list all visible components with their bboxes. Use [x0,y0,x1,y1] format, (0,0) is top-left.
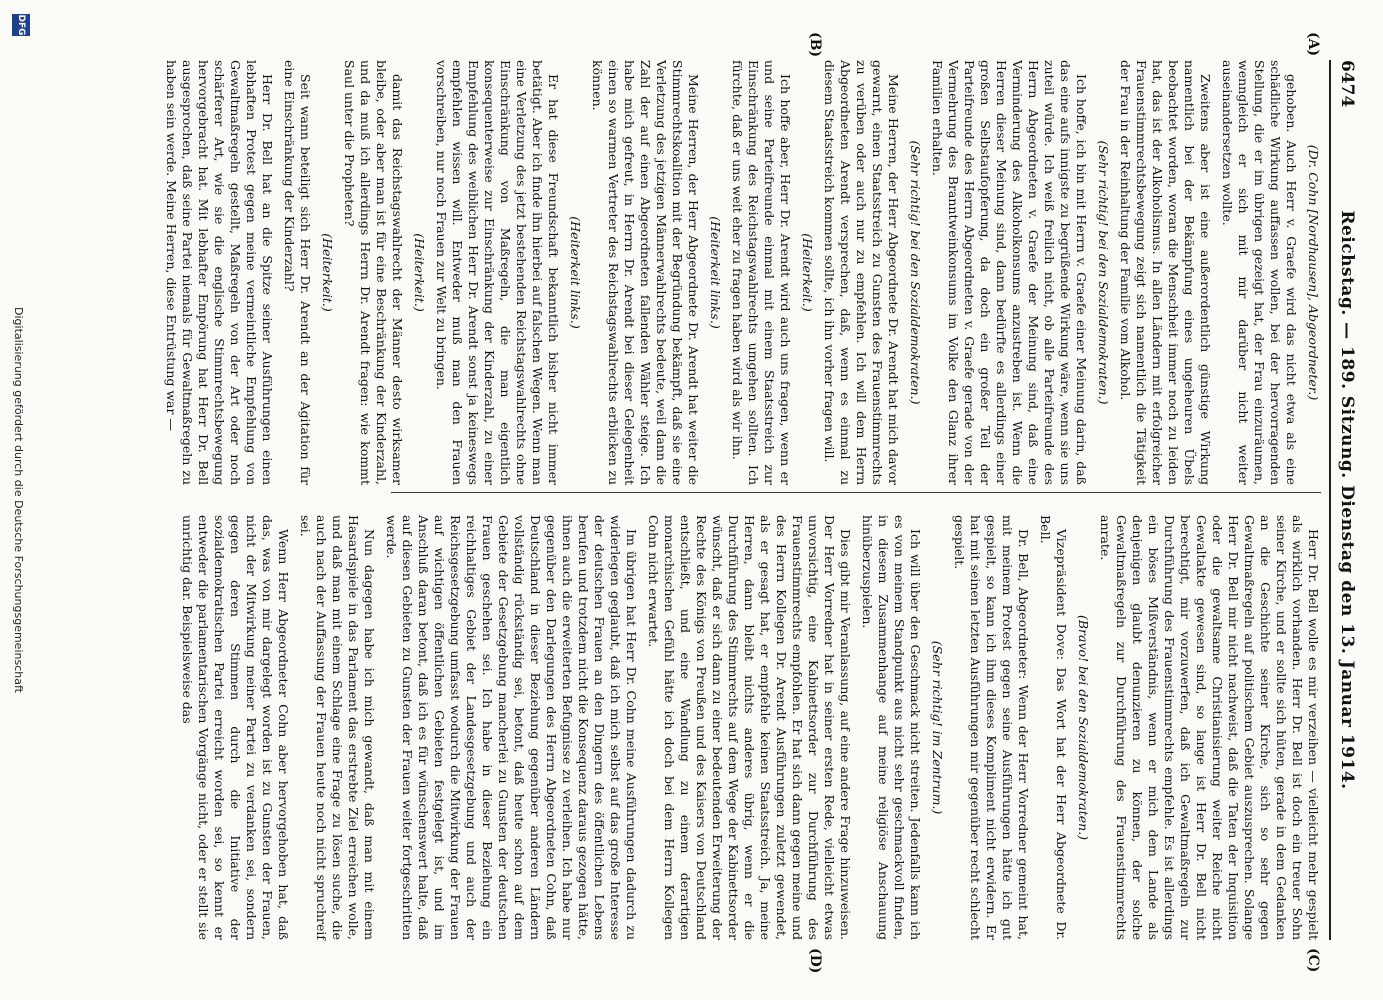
paragraph: (Heiterkeit links.) [568,216,583,329]
paragraph: Er hat diese Freundschaft bekanntlich bisher nicht immer betätigt. Aber ich finde ihn hierbei auf falschen Wegen. Wenn man eine Verletzung des jetzt bestehenden Reichstagswahlrechts ohne Einschränkung von Maßregeln, die man eigentlich konsequenterweise zur Einschränkung der Kinderzahl, zu einer Empfehlung des weiblichen Herr Dr. Arendt sonst ja keineswegs empfehlen wissen will. Entweder muß man den Frauen vorschreiben, nur noch Frauen zur Welt zu bringen. [434,60,561,485]
paragraph: Ich hoffe aber, Herr Dr. Arendt wird auch uns fragen, wenn er und seine Parteifreunde einmal mit einem Staatsstreich zur Einschränkung des Reichstagswahlrechts umgehen sollten. Ich fürchte, daß er uns weit eher zu fragen haben wird als wir ihn. [730,60,793,485]
paragraph: (Sehr richtig! im Zentrum.) [930,640,945,815]
paragraph: Ich will über den Geschmack nicht streiten. Jedenfalls kann ich es von meinem Standpunkt aus nicht sehr geschmackvoll finden, in diesem Zusammenhange auf meine religiöse Anschauung hinüberzuspielen. [860,515,923,940]
margin-mark-d: (D) [807,948,823,974]
paragraph: (Sehr richtig! bei den Sozialdemokraten.) [908,140,923,405]
page-title: Reichstag. — 189. Sitzung. Dienstag den 13. Januar 1914. [1337,210,1357,790]
margin-mark-c: (C) [1305,948,1321,973]
paragraph: Nun dagegen habe ich mich gewandt, daß man mit einem Hasardspiele in das Parlament das erstrebte Ziel erreichen wolle, und daß man mit einem Schlage eine Frage zu lösen suche, die auch nach der Auffassung der Frauen heute noch nicht spruchreif sei. [298,515,377,940]
paragraph: Vizepräsident Dove: Das Wort hat der Herr Abgeordnete Dr. Bell. [1038,515,1069,940]
paragraph: Seit wann beteiligt sich Herr Dr. Arendt an der Agitation für eine Einschränkung der Kinderzahl? [282,60,313,485]
paragraph: Zweitens aber ist eine außerordentlich günstige Wirkung namentlich bei der Bekämpfung eines ungeheuren Übels beobachtet worden, woran die Menschheit immer noch zu leiden hat, das ist der Alkoholismus. In allen Ländern mit erfolgreicher Frauenstimmrechtsbewegung zeigt sich namentlich die Tätigkeit der Frau in der Reinhaltung der Familie vom Alkohol. [1118,60,1213,485]
dfg-logo: DFG [12,14,30,36]
paragraph: damit das Reichstagswahlrecht der Männer desto wirksamer bleibe, oder aber man ist für eine Beschränkung der Kinderzahl, und da muß ich allerdings Herrn Dr. Arendt fragen: wie kommt Saul unter die Propheten? [342,60,405,485]
page-header [1329,60,1365,940]
column-divider [391,492,1321,493]
paragraph: (Heiterkeit.) [320,233,335,312]
paragraph: (Bravo! bei den Sozialdemokraten.) [1076,614,1091,841]
paragraph: (Heiterkeit.) [412,233,427,312]
paragraph: gehoben. Auch Herr v. Graefe wird das nicht etwa als eine schädliche Wirkung auffassen wollen, bei der hervorragenden Stellung, die er im übrigen gezeigt hat, der Frau einzuräumen, wenngleich er sich mit mir darüber nicht weiter auseinandersetzen wollte. [1220,60,1299,485]
paragraph: Wenn Herr Abgeordneter Cohn aber hervorgehoben hat, daß das, was von mir dargelegt worden ist zu Gunsten der Frauen, nicht der Mitwirkung meiner Partei zu verdanken sei, sondern gegen deren Stimmen durch die Initiative der sozialdemokratischen Partei erreicht worden sei, so kennt er entweder die parlamentarischen Vorgänge nicht, oder er stellt sie unrichtig dar. Beispielsweise das [180,515,291,940]
paragraph: Herr Dr. Bell hat an die Spitze seiner Ausführungen einen lebhaften Protest gegen meine vermeintliche Empfehlung von Gewaltmaßregeln gestellt, Maßregeln von der Art oder noch schärferer Art, wie sie die englische Stimmrechtsbewegung hervorgebracht hat. Mit lebhafter Empörung hat Herr Dr. Bell ausgesprochen, daß seine Partei niemals für Gewaltmaßregeln zu haben sein werde. Meine Herren, diese Entrüstung war — [164,60,275,485]
paragraph: Meine Herren, der Herr Abgeordnete Dr. Arendt hat mich davor gewarnt, einen Staatsstreich zu Gunsten des Frauenstimmrechts zu verüben oder auch nur zu empfehlen. Ich will dem Herrn Abgeordneten Arendt versprechen, daß, wenn es einmal zu diesem Staatsstreich kommen sollte, ich ihn vorher fragen will. [822,60,901,485]
paragraph: Ich hoffe, ich bin mit Herrn v. Graefe einer Meinung darin, daß das eine aufs innigste zu begrüßende Wirkung wäre, wenn sie uns zuteil würde. Ich weiß freilich nicht, ob alle Parteifreunde des Herrn Abgeordneten v. Graefe der Meinung sind, daß eine Verminderung des Alkoholkonsums anzustreben ist. Wenn die Herren dieser Meinung sind, dann bedürfte es allerdings einer großen Selbstaufopferung, da doch ein großer Teil der Parteifreunde des Herrn Abgeordneten v. Graefe gerade von der Vermehrung des Branntweinkonsums im Volke den Glanz ihrer Familien erhalten. [930,60,1089,485]
paragraph: (Dr. Cohn [Nordhausen], Abgeordneter.) [1306,144,1321,401]
margin-mark-b: (B) [807,32,823,58]
paragraph: Dies gibt mir Veranlassung, auf eine andere Frage hinzuweisen. Der Herr Vorredner hat in seiner ersten Rede, vielleicht etwas unvorsichtig, eine Kabinettsorder zur Durchführung des Frauenstimmrechts empfohlen. Er hat sich dann gegen meine und des Herrn Kollegen Dr. Arendt Ausführungen zuletzt gewendet, als er gesagt hat, er empfehle keinen Staatsstreich. Ja, meine Herren, dann bleibt nichts anderes übrig, wenn er die Durchführung des Stimmrechts auf dem Wege der Kabinettsorder wünscht, daß er sich dann zu einer bedeutenden Erweiterung der Rechte des Königs von Preußen und des Kaisers von Deutschland entschließt, und eine Wandlung zu einem derartigen monarchischen Gefühl hätte ich doch bei dem Herrn Kollegen Cohn nicht erwartet. [646,515,853,940]
right-column [173,515,1321,940]
paragraph: Meine Herren, der Herr Abgeordnete Dr. Arendt hat weiter die Stimmrechtskoalition mit der Begründung bekämpft, daß sie eine Verletzung des jetzigen Männerwahlrechts bedeute, weil dann die Zahl der auf einen Abgeordneten fallenden Wähler steige. Ich habe mich gefreut, in Herrn Dr. Arendt bei dieser Gelegenheit einen so warmen Vertreter des Reichstagswahlrechts erblicken zu können. [590,60,701,485]
paragraph: (Heiterkeit links.) [708,216,723,329]
paragraph: (Sehr richtig! bei den Sozialdemokraten.) [1096,140,1111,405]
paragraph: Im übrigen hat Herr Dr. Cohn meine Ausführungen dadurch zu widerlegen geglaubt, daß ich mich selbst auf das große Interesse der deutschen Frauen an den Dingern des öffentlichen Lebens berufen und trotzdem nicht die Konsequenz daraus gezogen hätte, ihnen auch die erweiterten Befugnisse zu verleihen. Ich habe nur gegenüber den Darlegungen des Herrn Abgeordneten Cohn, daß Deutschland in dieser Beziehung gegenüber anderen Ländern vollständig rückständig sei, betont, daß heute schon auf dem Gebiete der Gesetzgebung mancherlei zu Gunsten der deutschen Frauen geschehen sei. Ich habe in dieser Beziehung ein reichhaltiges Gebiet der Landesgesetzgebung und auch der Reichsgesetzgebung umfasst wodurch die Mitwirkung der Frauen auf wichtigen öffentlichen Gebieten festgelegt ist, und im Anschluß daran betont, daß ich es für wünschenswert halte, daß auf diesen Gebieten zu Gunsten der Frauen weiter fortgeschritten werde. [384,515,639,940]
page-number: 6474 [1337,60,1357,108]
left-column [157,60,1321,485]
paragraph: Dr. Bell, Abgeordneter: Wenn der Herr Vorredner gemeint hat, mit meinem Protest gegen seine Ausführungen hätte ich gut gespielt, so kann ich ihm dieses Kompliment nicht erwidern. Er hat mit seinen letzten Ausführungen mir gegenüber recht schlecht gespielt. [952,515,1031,940]
margin-mark-a: (A) [1305,32,1321,57]
paragraph: Herr Dr. Bell wolle es mir verzeihen — vielleicht mehr gespielt als wirklich vorhanden. Herr Dr. Bell ist doch ein treuer Sohn seiner Kirche, und er sollte sich hüten, gerade in dem Gedanken an die Geschichte seiner Kirche, sich so sehr gegen Gewaltmaßregeln auf politischem Gebiet auszusprechen. Solange Herr Dr. Bell mir nicht nachweist, daß die Taten der Inquisition oder die gewaltsame Christianisierung weiter Reiche nicht Gewaltakte gewesen sind, so lange ist Herr Dr. Bell nicht berechtigt, mir vorzuwerfen, daß ich Gewaltmaßregeln zur Durchführung des Frauenstimmrechts empfehle. Es ist allerdings ein böses Mißverständnis, wenn er mich dem Lande als denjenigen glaubt denunzieren zu können, der solche Gewaltmaßregeln zur Durchführung des Frauenstimmrechts anrate. [1098,515,1321,940]
digitization-credit: Digitalisierung gefördert durch die Deutsche Forschungsgemeinschaft [12,307,25,693]
paragraph: (Heiterkeit.) [800,233,815,312]
